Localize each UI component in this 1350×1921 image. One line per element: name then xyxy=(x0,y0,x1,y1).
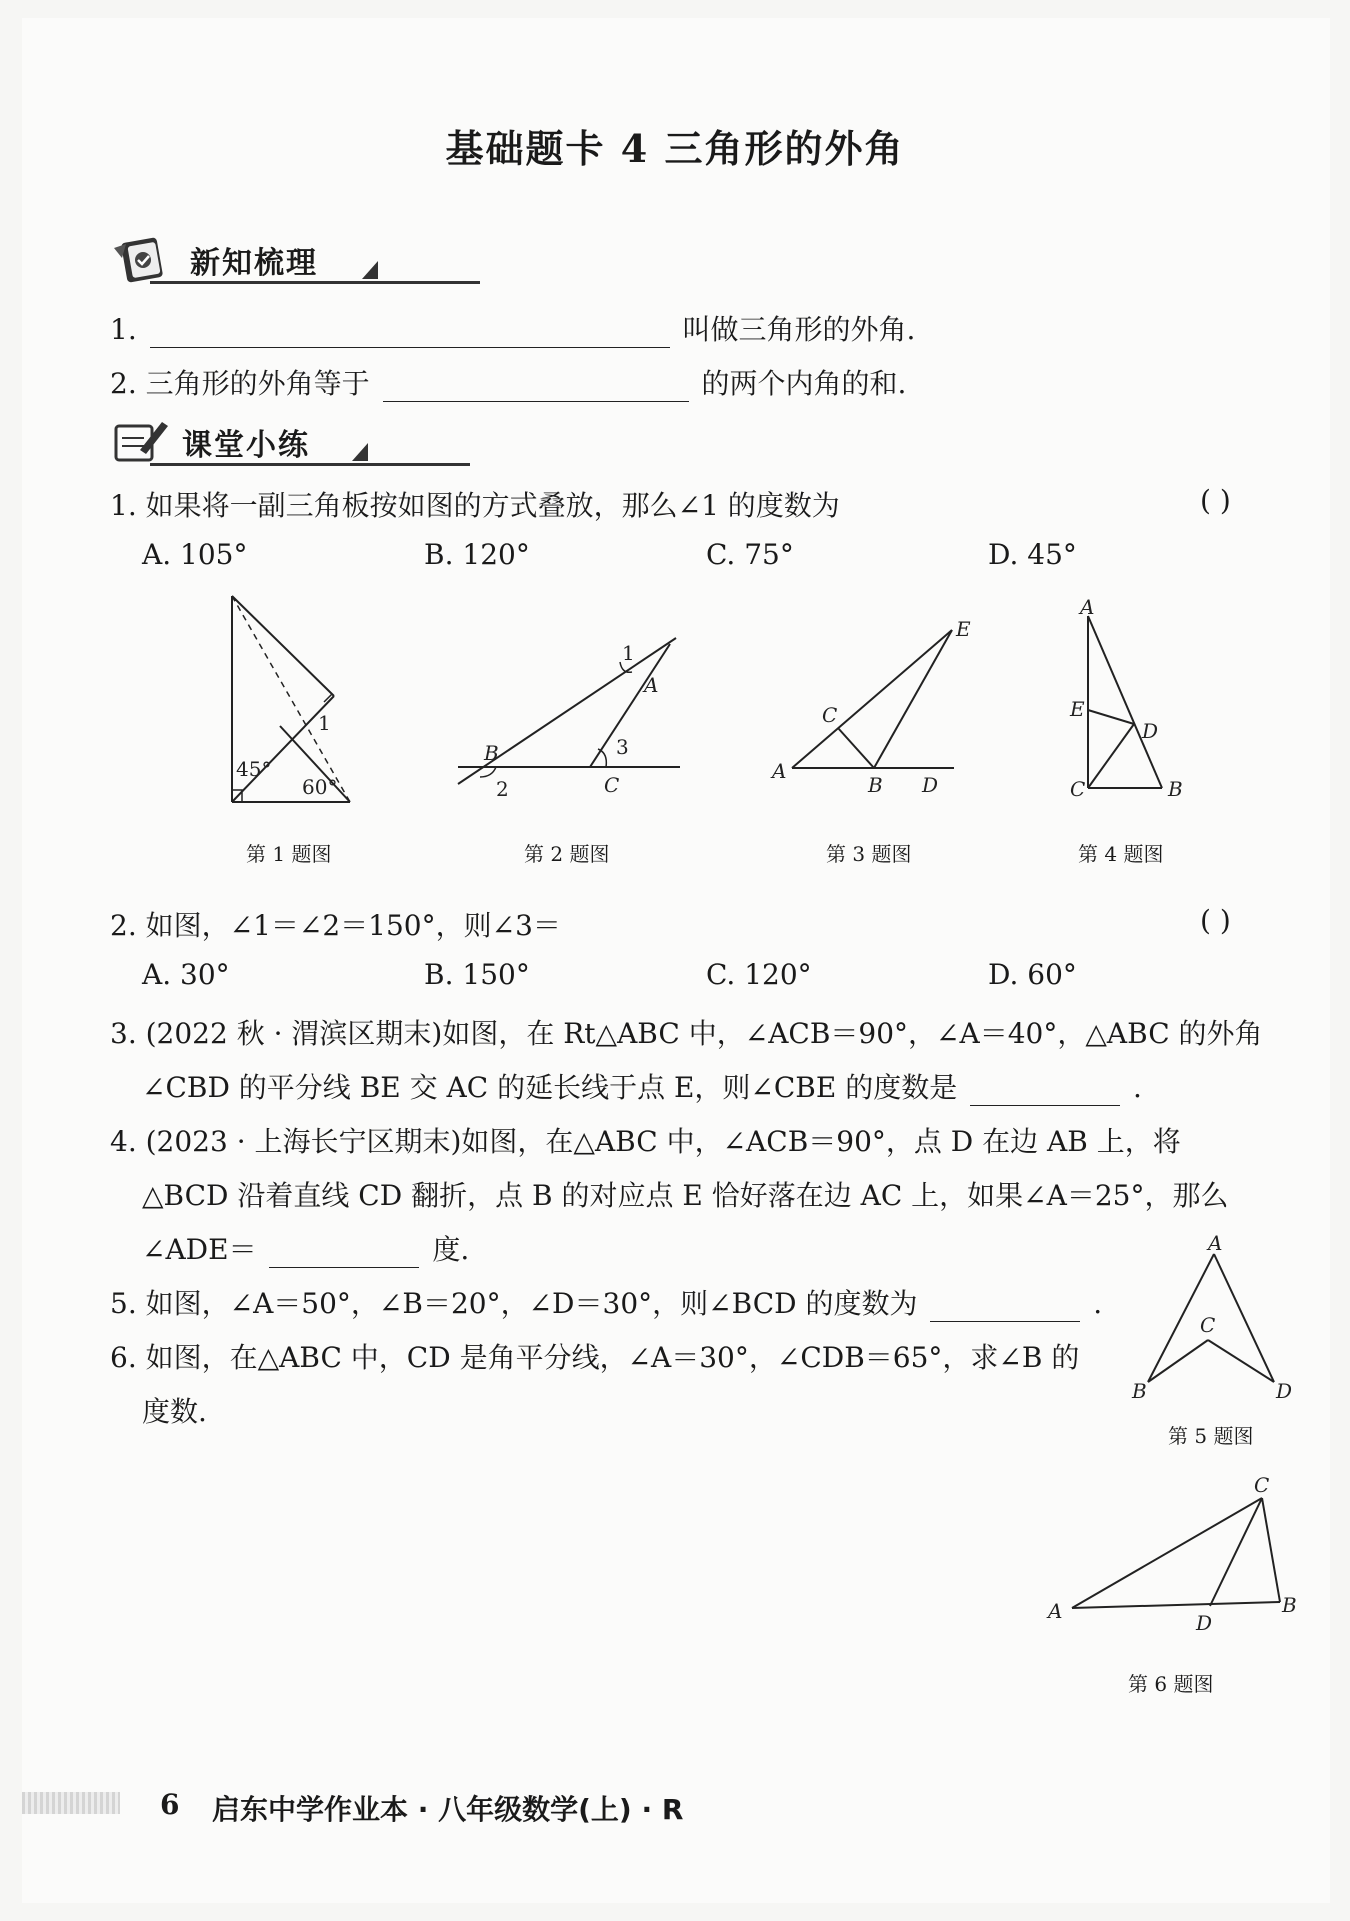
question-1-text: 1. 如果将一副三角板按如图的方式叠放，那么∠1 的度数为 xyxy=(110,489,840,522)
question-5-period: . xyxy=(1093,1287,1103,1320)
answer-parentheses[interactable]: ( ) xyxy=(1200,484,1231,517)
option-d[interactable]: D. 45° xyxy=(988,538,1077,571)
figure-5-label-b: B xyxy=(1132,1379,1147,1403)
figure-3-label-a: A xyxy=(772,759,787,783)
figure-2-label-a: A xyxy=(644,673,659,697)
figure-6-label-d: D xyxy=(1196,1611,1213,1634)
figure-1-label-45: 45° xyxy=(236,757,272,781)
figure-1-caption: 第 1 题图 xyxy=(246,842,332,866)
pencil-notebook-icon xyxy=(110,416,172,466)
figure-2-label-1: 1 xyxy=(622,641,635,665)
question-6-line-2: 度数. xyxy=(142,1395,207,1428)
figure-4-label-e: E xyxy=(1070,697,1085,721)
figure-3 xyxy=(760,618,990,798)
option-d[interactable]: D. 60° xyxy=(988,958,1077,991)
question-5-text xyxy=(110,1282,1102,1322)
figure-3-label-c: C xyxy=(822,703,838,727)
figure-1 xyxy=(220,588,380,818)
figure-5 xyxy=(1130,1232,1300,1412)
figure-3-label-e: E xyxy=(956,618,971,641)
figure-5-label-c: C xyxy=(1200,1313,1216,1337)
figure-2-label-3: 3 xyxy=(616,735,629,759)
section-header-new-knowledge xyxy=(110,232,370,284)
question-4-line-3-text: ∠ADE＝ xyxy=(142,1233,257,1266)
figure-3-caption: 第 3 题图 xyxy=(826,842,912,866)
figure-5-label-d: D xyxy=(1276,1379,1293,1403)
figure-2-label-c: C xyxy=(604,773,620,797)
section-underline xyxy=(150,281,480,284)
answer-blank[interactable] xyxy=(150,315,670,348)
figure-6-label-b: B xyxy=(1282,1593,1297,1617)
section-underline xyxy=(150,463,470,466)
answer-blank[interactable] xyxy=(970,1073,1120,1106)
question-4-line-1: 4. (2023 · 上海长宁区期末)如图，在△ABC 中，∠ACB＝90°，点 D 在边 AB 上，将 xyxy=(110,1125,1181,1158)
figure-1-label-60: 60° xyxy=(302,775,338,799)
figure-3-label-b: B xyxy=(868,773,883,797)
figure-4-label-a: A xyxy=(1080,598,1095,619)
figure-4 xyxy=(1060,598,1190,798)
option-b[interactable]: B. 120° xyxy=(424,538,530,571)
answer-blank[interactable] xyxy=(269,1235,419,1268)
knowledge-q2 xyxy=(110,362,906,402)
figure-1-label-1: 1 xyxy=(318,711,331,735)
knowledge-q2-prefix: 2. 三角形的外角等于 xyxy=(110,367,370,400)
question-4-line-3 xyxy=(142,1228,469,1268)
figure-3-label-d: D xyxy=(922,773,939,797)
question-6-line-1: 6. 如图，在△ABC 中，CD 是角平分线，∠A＝30°，∠CDB＝65°，求∠B 的 xyxy=(110,1341,1080,1374)
option-c[interactable]: C. 120° xyxy=(706,958,812,991)
question-3-line-1: 3. (2022 秋 · 渭滨区期末)如图，在 Rt△ABC 中，∠ACB＝90°，∠A＝40°，△ABC 的外角 xyxy=(110,1017,1263,1050)
figure-6 xyxy=(1040,1474,1300,1634)
question-3-line-2-text: ∠CBD 的平分线 BE 交 AC 的延长线于点 E，则∠CBE 的度数是 xyxy=(142,1071,958,1104)
figure-2 xyxy=(450,630,690,800)
question-3-period: . xyxy=(1133,1071,1142,1104)
figure-6-caption: 第 6 题图 xyxy=(1128,1672,1214,1696)
figure-4-label-b: B xyxy=(1168,777,1183,798)
knowledge-q1-prefix: 1. xyxy=(110,313,137,346)
answer-parentheses[interactable]: ( ) xyxy=(1200,904,1231,937)
scan-stamp xyxy=(22,1792,120,1814)
section-triangle-mark xyxy=(352,443,368,461)
book-title: 启东中学作业本 · 八年级数学(上) · R xyxy=(212,1793,684,1826)
option-c[interactable]: C. 75° xyxy=(706,538,794,571)
section-title-new-knowledge: 新知梳理 xyxy=(190,246,318,281)
section-triangle-mark xyxy=(362,261,378,279)
notebook-icon xyxy=(110,234,172,284)
question-2-text: 2. 如图，∠1＝∠2＝150°，则∠3＝ xyxy=(110,909,561,942)
question-4-unit: 度. xyxy=(432,1233,470,1266)
option-b[interactable]: B. 150° xyxy=(424,958,530,991)
section-title-practice: 课堂小练 xyxy=(182,428,310,463)
figure-2-caption: 第 2 题图 xyxy=(524,842,610,866)
question-4-line-2: △BCD 沿着直线 CD 翻折，点 B 的对应点 E 恰好落在边 AC 上，如果∠A＝25°，那么 xyxy=(142,1179,1229,1212)
knowledge-q1 xyxy=(110,308,915,348)
knowledge-q2-suffix: 的两个内角的和. xyxy=(701,367,907,400)
answer-blank[interactable] xyxy=(930,1289,1080,1322)
figure-6-label-a: A xyxy=(1048,1599,1063,1623)
question-5-body: 5. 如图，∠A＝50°，∠B＝20°，∠D＝30°，则∠BCD 的度数为 xyxy=(110,1287,918,1320)
figure-2-label-2: 2 xyxy=(496,777,509,800)
figure-4-label-d: D xyxy=(1142,719,1159,743)
figure-6-label-c: C xyxy=(1254,1474,1270,1497)
figure-4-label-c: C xyxy=(1070,777,1086,798)
question-3-line-2 xyxy=(142,1066,1142,1106)
option-a[interactable]: A. 105° xyxy=(142,538,248,571)
section-header-practice xyxy=(110,414,360,466)
answer-blank[interactable] xyxy=(383,369,689,402)
page-number: 6 xyxy=(160,1788,180,1821)
figure-2-label-b: B xyxy=(484,741,499,765)
figure-5-caption: 第 5 题图 xyxy=(1168,1424,1254,1448)
figure-4-caption: 第 4 题图 xyxy=(1078,842,1164,866)
figure-5-label-a: A xyxy=(1208,1232,1223,1255)
option-a[interactable]: A. 30° xyxy=(142,958,230,991)
page-title: 基础题卡 4 三角形的外角 xyxy=(445,126,905,171)
knowledge-q1-suffix: 叫做三角形的外角. xyxy=(682,313,916,346)
